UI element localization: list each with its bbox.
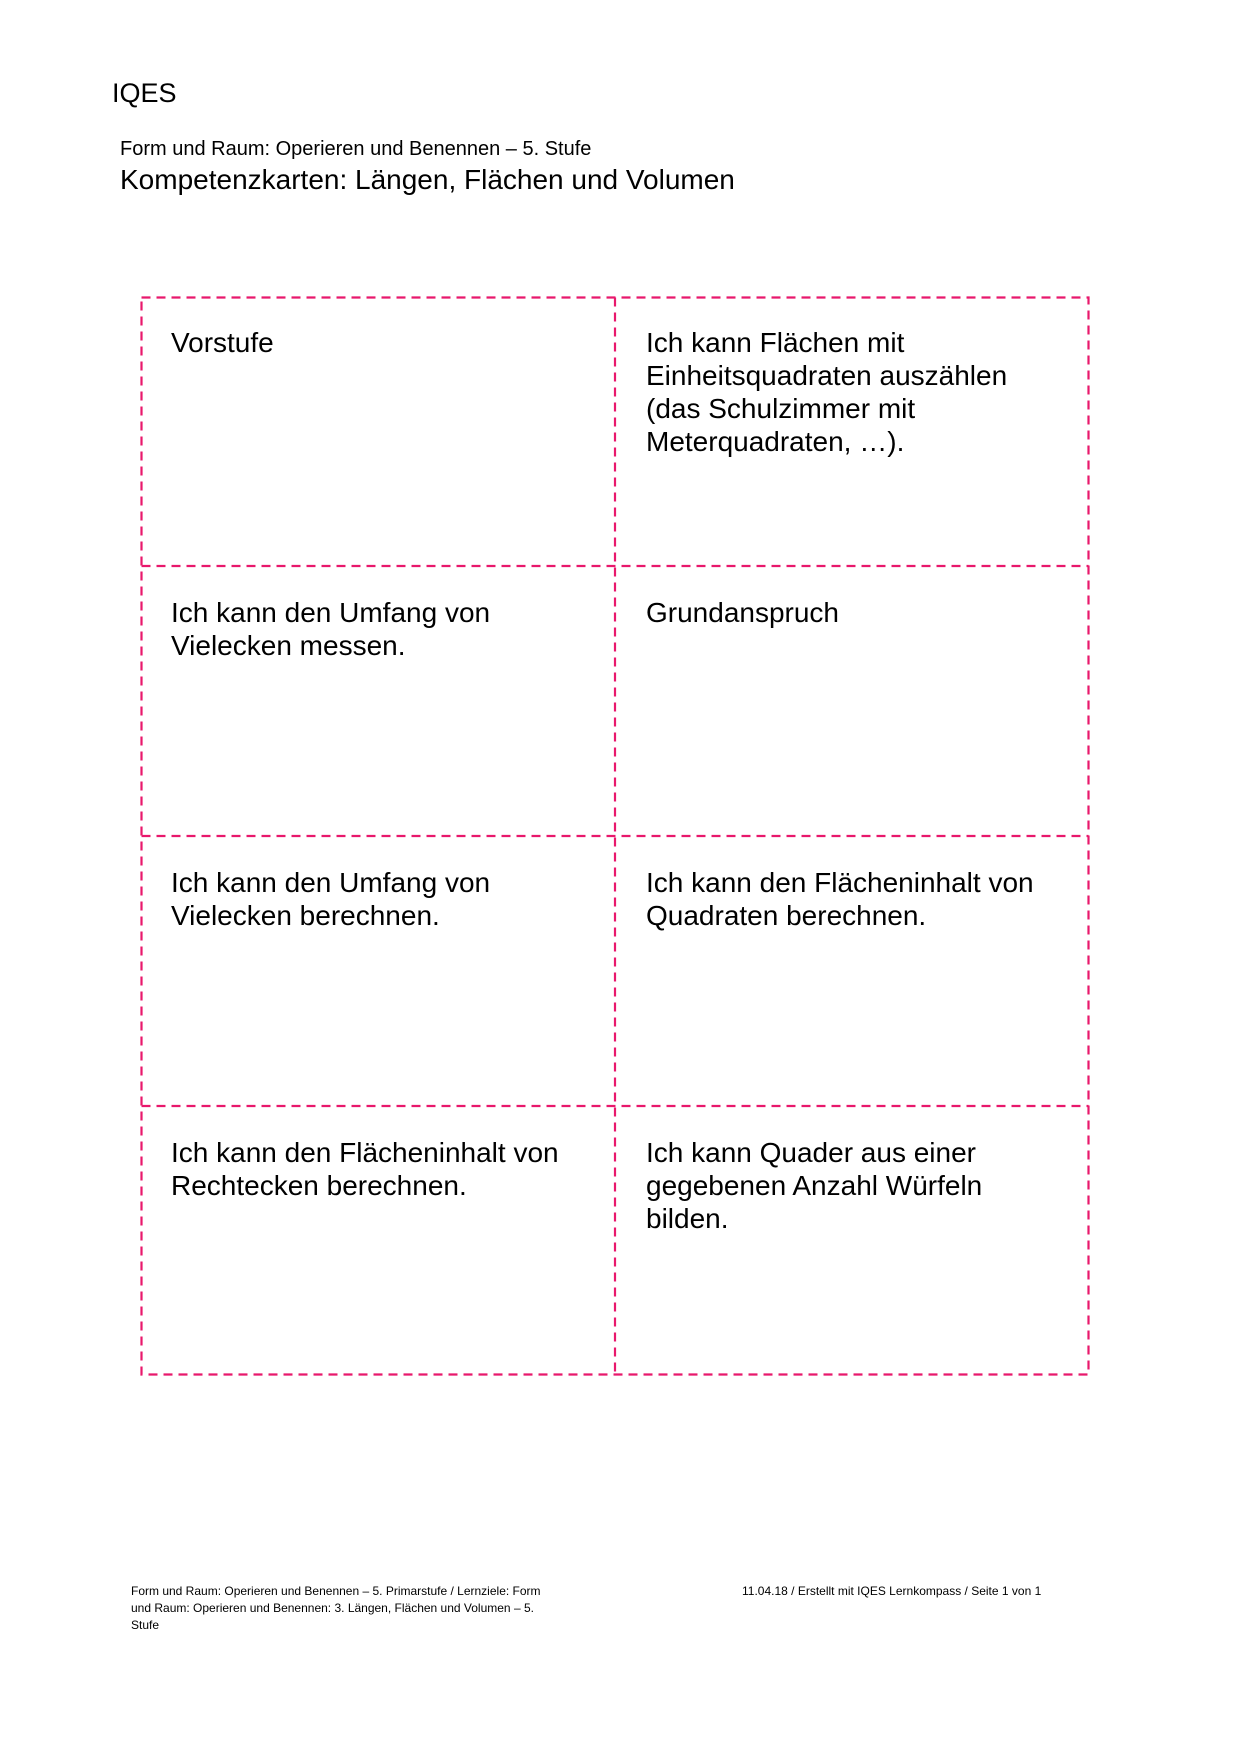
card-text: Ich kann den Umfang von Vielecken berechnen. bbox=[171, 867, 491, 931]
footer-document-info bbox=[131, 1583, 571, 1634]
card-text: Ich kann den Umfang von Vielecken messen. bbox=[171, 597, 491, 661]
competency-card bbox=[615, 836, 1090, 1106]
card-text: Ich kann den Flächeninhalt von Quadraten berechnen. bbox=[646, 867, 1034, 931]
competency-card bbox=[140, 566, 615, 836]
competency-card bbox=[615, 296, 1090, 566]
card-text: Vorstufe bbox=[171, 327, 274, 358]
competency-card bbox=[140, 836, 615, 1106]
brand-name: IQES bbox=[112, 78, 177, 108]
footer-document-info-text: Form und Raum: Operieren und Benennen – 5. Primarstufe / Lernziele: Form und Raum: Operieren und Benennen: 3. Längen, Flächen und Volumen – 5. Stufe bbox=[131, 1584, 541, 1632]
competency-card-grid bbox=[140, 296, 1090, 1376]
card-text: Ich kann den Flächeninhalt von Rechtecken berechnen. bbox=[171, 1137, 559, 1201]
competency-card bbox=[615, 1106, 1090, 1376]
page-title: Kompetenzkarten: Längen, Flächen und Volumen bbox=[120, 164, 735, 195]
competency-card bbox=[140, 296, 615, 566]
card-text: Ich kann Quader aus einer gegebenen Anzahl Würfeln bilden. bbox=[646, 1137, 983, 1234]
competency-card bbox=[615, 566, 1090, 836]
competency-card bbox=[140, 1106, 615, 1376]
document-subtitle: Form und Raum: Operieren und Benennen – 5. Stufe bbox=[120, 138, 592, 160]
card-text: Grundanspruch bbox=[646, 597, 840, 628]
footer-date-page: 11.04.18 / Erstellt mit IQES Lernkompass / Seite 1 von 1 bbox=[742, 1584, 1042, 1598]
card-text: Ich kann Flächen mit Einheitsquadraten auszählen (das Schulzimmer mit Meterquadraten, …). bbox=[646, 327, 1008, 457]
